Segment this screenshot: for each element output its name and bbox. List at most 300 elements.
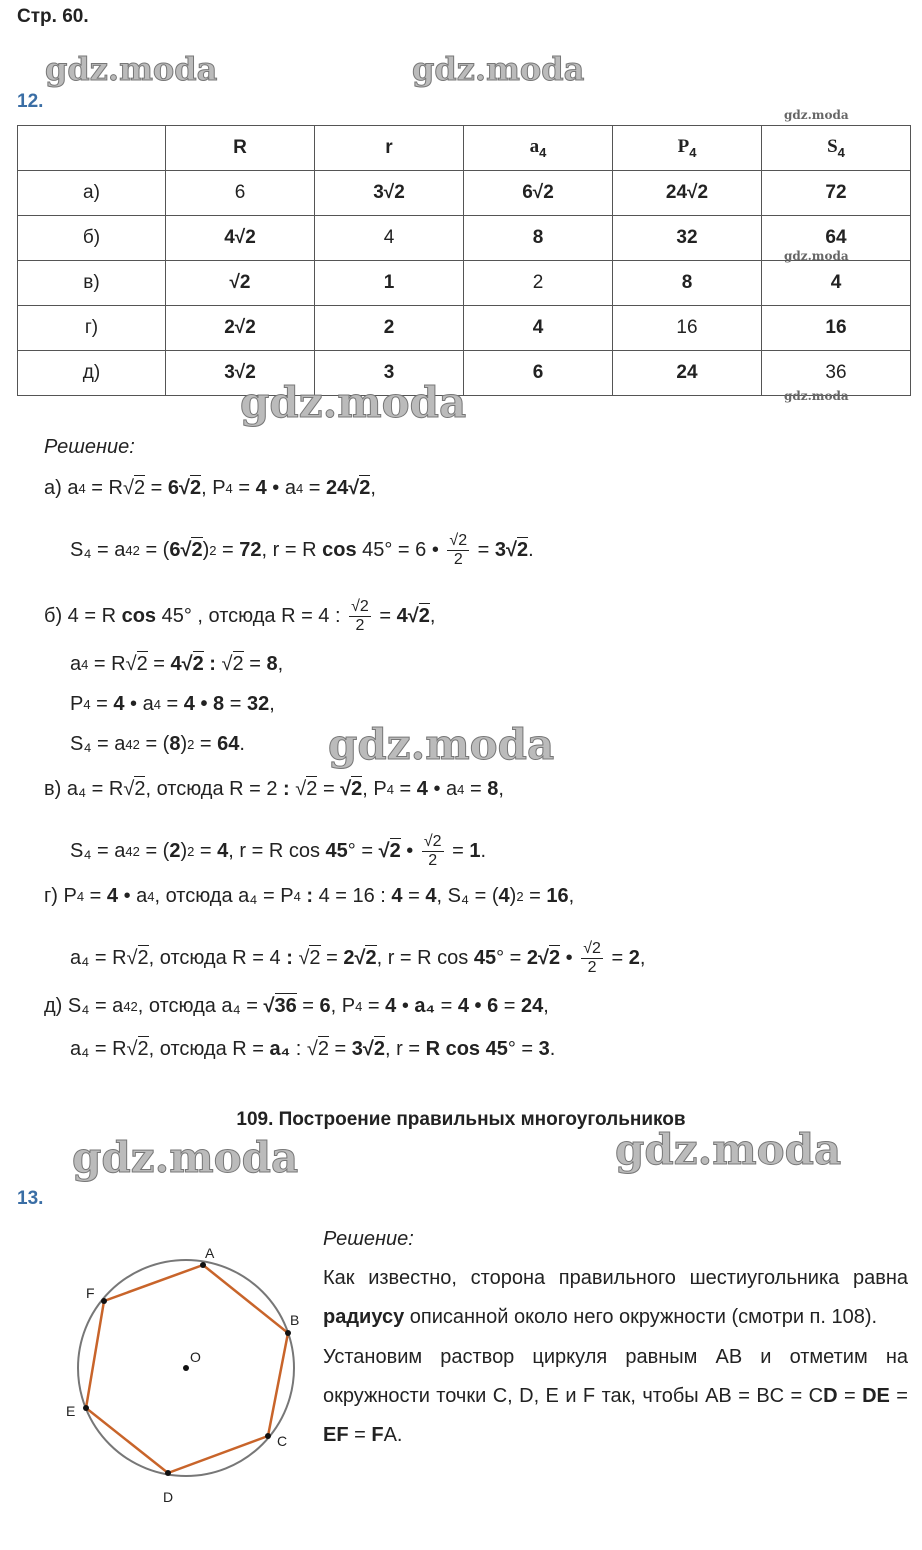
table-cell: 3 (315, 351, 464, 396)
text-segment: a₄ (269, 1038, 291, 1060)
text-segment: 4 (170, 653, 182, 675)
radical-sign: √ (263, 995, 275, 1017)
text-segment: = (243, 653, 267, 675)
section-title: 109. Построение правильных многоугольников (236, 1109, 686, 1130)
text-segment: в) a₄ = R (44, 778, 124, 800)
point-label-e: E (66, 1403, 76, 1419)
text-segment: . (239, 733, 245, 755)
text-segment: , (429, 605, 436, 627)
text-segment: , (543, 995, 549, 1017)
radical-sign: √ (306, 1038, 318, 1060)
text-segment: 8 (487, 778, 499, 800)
table-cell: 3√2 (315, 171, 464, 216)
table-cell: 4√2 (166, 216, 315, 261)
text-segment: = (328, 1038, 352, 1060)
text-segment: б) 4 = R (44, 605, 122, 627)
sqrt-expression (182, 653, 204, 676)
watermark: gdz.moda (784, 249, 849, 263)
text-segment: 4 (83, 697, 91, 712)
text-segment: 4 (255, 477, 267, 499)
text-segment: : (286, 947, 293, 969)
text-segment: , отсюда a₄ = (137, 995, 264, 1017)
radical-sign: √ (407, 605, 419, 627)
text-segment: ° = (507, 1038, 539, 1060)
numerator: √2 (449, 532, 468, 549)
text-segment: Установим раствор циркуля равным AB и отметим на окружности точки C, D, E и F так, чтобы AB = BC = C (323, 1345, 908, 1407)
table-cell: 72 (762, 171, 911, 216)
text-segment: cos (121, 605, 157, 627)
table-cell: 64 (762, 216, 911, 261)
text-segment: = (446, 840, 470, 862)
solution-line (70, 940, 645, 977)
text-segment: = (435, 995, 458, 1017)
text-segment: 3 (494, 539, 507, 561)
text-segment: Как известно, сторона правильного шестиугольника равна (323, 1267, 908, 1289)
point-d (165, 1470, 171, 1476)
table-row (18, 306, 911, 351)
text-segment: = (472, 539, 495, 561)
text-segment: 4 (217, 840, 229, 862)
text-segment: = (837, 1384, 863, 1407)
radical-sign: √ (178, 477, 190, 499)
radicand: 2 (373, 1038, 385, 1060)
solution-line (44, 885, 574, 908)
row-label: в) (18, 261, 166, 306)
text-segment: a₄ (414, 995, 436, 1017)
text-segment: 4 (123, 999, 131, 1014)
text-segment: , отсюда R = 4 (148, 947, 287, 969)
solution-line (44, 778, 504, 801)
text-segment: 4 (385, 995, 397, 1017)
radical-sign: √ (362, 1038, 374, 1060)
text-segment: 45 (325, 840, 348, 862)
text-segment: , отсюда R = (148, 1038, 270, 1060)
text-segment: = (194, 733, 218, 755)
header-symbol: P (677, 136, 690, 157)
text-segment: = (296, 995, 320, 1017)
text-segment: , r = R cos (376, 947, 474, 969)
radical-sign: √ (181, 653, 193, 675)
radicand: 2 (134, 778, 146, 800)
table-cell: 16 (613, 306, 762, 351)
radicand: 2 (351, 778, 363, 800)
text-segment: . (549, 1038, 556, 1060)
table-cell: 24√2 (613, 171, 762, 216)
text-segment: 1 (469, 840, 481, 862)
text-segment: = ( (139, 733, 170, 755)
text-segment: 64 (217, 733, 240, 755)
radical-sign: √ (295, 778, 307, 800)
text-segment: 4 • 8 (183, 693, 225, 715)
radical-sign: √ (538, 947, 549, 969)
text-segment: = (160, 693, 184, 715)
text-segment: 4 (125, 543, 133, 558)
text-segment: = (232, 477, 256, 499)
text-segment: • a (118, 885, 148, 907)
text-segment: = ( (139, 539, 170, 561)
header-symbol: S (827, 136, 838, 157)
denominator: 2 (355, 617, 365, 634)
sqrt-expression (123, 778, 145, 801)
text-segment: 4 (295, 481, 304, 496)
radicand: 2 (309, 947, 321, 969)
text-segment: 4 (125, 844, 133, 859)
text-segment: a₄ = R (70, 1038, 127, 1060)
text-segment: а) a (44, 477, 79, 499)
text-segment: 4 (125, 737, 133, 752)
radical-sign: √ (340, 778, 352, 800)
denominator: 2 (587, 959, 597, 976)
table-cell: 4 (464, 306, 613, 351)
text-segment: = (224, 693, 247, 715)
point-a (200, 1262, 206, 1268)
text-segment: : (283, 778, 290, 800)
text-segment: 24 (521, 995, 544, 1017)
table-cell: 24 (613, 351, 762, 396)
numerator: √2 (583, 940, 601, 957)
radical-sign: √ (122, 477, 134, 499)
watermark: gdz.moda (615, 1125, 842, 1174)
page-label: Стр. 60. (17, 6, 89, 27)
text-segment: 2 (169, 840, 181, 862)
table-cell: √2 (166, 261, 315, 306)
text-segment: 2 (628, 947, 640, 969)
text-segment: 2 (526, 947, 538, 969)
text-segment: 4 (391, 885, 403, 907)
denominator: 2 (428, 852, 438, 869)
text-segment: 45 (473, 947, 497, 969)
solution-label: Решение: (44, 436, 135, 458)
header-symbol: a (529, 136, 540, 157)
radical-sign: √ (180, 539, 192, 561)
solution-line (70, 733, 245, 756)
sqrt-expression (179, 477, 201, 500)
point-o (183, 1365, 189, 1371)
text-segment: , (370, 477, 376, 499)
text-segment: , (277, 653, 284, 675)
table-cell: 36 (762, 351, 911, 396)
text-segment: 4 (106, 885, 119, 907)
table-cell: 6√2 (464, 171, 613, 216)
text-segment: 2 (516, 889, 524, 904)
task-number: 12. (17, 91, 44, 112)
text-segment: = (605, 947, 629, 969)
text-segment: = (348, 1424, 372, 1447)
text-segment: S₄ = a (70, 539, 126, 561)
text-segment: = R (88, 653, 126, 675)
text-segment: : (300, 885, 319, 907)
text-segment: радиусу (323, 1306, 405, 1329)
sqrt-expression (123, 477, 145, 500)
radicand: 2 (136, 653, 148, 675)
radical-sign: √ (506, 539, 518, 561)
sqrt-expression (264, 995, 297, 1018)
text-segment: описанной около него окружности (смотри п. 108). (404, 1306, 878, 1329)
radicand: 2 (317, 1038, 329, 1060)
text-segment: 2 (209, 543, 217, 558)
radicand: 2 (137, 947, 149, 969)
table-cell: 8 (613, 261, 762, 306)
table-header-cell (18, 126, 166, 171)
radicand: 2 (365, 947, 377, 969)
solution-line (70, 1038, 555, 1061)
radical-sign: √ (126, 1038, 138, 1060)
text-segment: • (560, 947, 579, 969)
radical-sign: √ (221, 653, 233, 675)
text-segment: , P (330, 995, 356, 1017)
sqrt-expression (379, 840, 401, 863)
text-segment: ° = (347, 840, 379, 862)
text-segment: S₄ = a (70, 840, 126, 862)
radicand: 2 (189, 477, 202, 499)
solution-line (44, 477, 376, 500)
table-cell: 16 (762, 306, 911, 351)
text-segment: , P (201, 477, 226, 499)
sqrt-expression (363, 1038, 385, 1061)
text-segment: ) (509, 885, 517, 907)
sqrt-expression (127, 947, 149, 970)
text-segment: 4 (396, 605, 408, 627)
text-segment: 4 (76, 889, 85, 904)
text-segment: 4 (81, 657, 89, 672)
sqrt-expression (307, 1038, 329, 1061)
table-row (18, 261, 911, 306)
text-segment: F (371, 1424, 384, 1447)
text-segment: = (317, 778, 341, 800)
row-label: а) (18, 171, 166, 216)
fraction (422, 833, 444, 870)
text-segment: = (889, 1384, 908, 1407)
text-segment: = (145, 477, 168, 499)
text-segment: • (400, 840, 419, 862)
text-segment: ) (202, 539, 210, 561)
text-segment: 24 (325, 477, 349, 499)
table-header-cell (613, 126, 762, 171)
text-segment: • (396, 995, 415, 1017)
text-segment: г) P (44, 885, 77, 907)
table-cell: 6 (464, 351, 613, 396)
radicand: 2 (418, 605, 430, 627)
text-segment: 3 (538, 1038, 550, 1060)
text-segment: 4 • 6 (457, 995, 499, 1017)
text-segment: 4 (498, 885, 510, 907)
watermark: gdz.moda (240, 378, 467, 427)
text-segment: = (147, 653, 171, 675)
sqrt-expression (295, 778, 317, 801)
text-segment: 4 (355, 999, 363, 1014)
table-row (18, 216, 911, 261)
table-cell: 1 (315, 261, 464, 306)
text-segment: , r = R cos (228, 840, 326, 862)
radicand: 2 (192, 653, 204, 675)
text-segment: = (402, 885, 426, 907)
table-row (18, 171, 911, 216)
row-label: д) (18, 351, 166, 396)
table-cell: 2 (464, 261, 613, 306)
text-segment: 72 (239, 539, 262, 561)
text-segment: = (320, 947, 344, 969)
radical-sign: √ (378, 840, 390, 862)
text-segment: • a (266, 477, 296, 499)
sqrt-expression (408, 605, 430, 628)
text-segment: = (523, 885, 547, 907)
table-cell: 3√2 (166, 351, 315, 396)
text-segment: 4 (457, 782, 465, 797)
table-cell: 2 (315, 306, 464, 351)
point-label-o: O (190, 1349, 201, 1365)
task-number: 13. (17, 1188, 44, 1209)
text-segment: ) (180, 733, 188, 755)
text-segment: : (290, 1038, 307, 1060)
text-segment: , r = (385, 1038, 426, 1060)
text-segment: , (269, 693, 275, 715)
text-segment: , отсюда a₄ = P (154, 885, 294, 907)
solution-label: Решение: (323, 1228, 414, 1250)
radicand: 36 (274, 995, 297, 1017)
text-segment: 2 (130, 999, 138, 1014)
point-label-f: F (86, 1285, 95, 1301)
text-segment: ) (180, 840, 188, 862)
radicand: 2 (548, 947, 561, 969)
solution-line (44, 995, 549, 1018)
radicand: 2 (232, 653, 244, 675)
table-cell: 6 (166, 171, 315, 216)
text-segment: 4 (425, 885, 437, 907)
sqrt-expression (538, 947, 560, 970)
text-segment: = (303, 477, 326, 499)
sqrt-expression (354, 947, 376, 970)
sqrt-expression (127, 1038, 149, 1061)
text-segment: 2 (132, 844, 140, 859)
text-segment: 6 (169, 539, 181, 561)
text-segment: 2 (132, 737, 140, 752)
text-segment: . (480, 840, 486, 862)
hexagon-diagram (0, 1230, 320, 1530)
numerator: √2 (351, 598, 369, 615)
numerator: √2 (423, 833, 442, 850)
radical-sign: √ (126, 947, 138, 969)
text-segment: 2 (132, 543, 140, 558)
text-segment: = (498, 995, 522, 1017)
text-segment: = R (85, 477, 123, 499)
text-segment: R cos (425, 1038, 481, 1060)
radicand: 2 (306, 778, 318, 800)
fraction (349, 598, 371, 635)
watermark: gdz.moda (784, 389, 849, 403)
point-label-d: D (163, 1489, 174, 1505)
fraction (581, 940, 603, 977)
text-segment: EF (323, 1424, 349, 1447)
text-segment: 4 (386, 782, 394, 797)
text-segment: . (528, 539, 534, 561)
table-cell: 4 (762, 261, 911, 306)
radical-sign: √ (298, 947, 310, 969)
sqrt-expression (298, 947, 320, 970)
text-segment: = (84, 885, 107, 907)
text-segment: , (498, 778, 504, 800)
solution-line (70, 653, 283, 676)
sqrt-expression (348, 477, 370, 500)
text-segment: = (362, 995, 386, 1017)
text-segment: , r = R (261, 539, 323, 561)
text-segment: 32 (246, 693, 270, 715)
radicand: 2 (133, 477, 146, 499)
watermark: gdz.moda (45, 50, 218, 88)
point-b (285, 1330, 291, 1336)
table-header-cell: R (166, 126, 315, 171)
text-segment: = (464, 778, 488, 800)
text-segment: 16 (546, 885, 569, 907)
table-cell: 32 (613, 216, 762, 261)
text-segment: 45° = 6 • (356, 539, 445, 561)
text-segment: 4 (225, 481, 233, 496)
sqrt-expression (180, 539, 202, 562)
text-segment: P (70, 693, 84, 715)
text-segment: 4 = 16 : (318, 885, 392, 907)
solution-line (70, 532, 534, 569)
text-segment: 6 (167, 477, 179, 499)
text-segment: cos (322, 539, 357, 561)
text-segment: , S₄ = ( (436, 885, 499, 907)
text-segment: a₄ = R (70, 947, 127, 969)
text-segment: 2 (187, 844, 195, 859)
point-label-b: B (290, 1312, 300, 1328)
solution-line (44, 598, 435, 635)
table-header-row (18, 126, 911, 171)
header-subscript: 4 (539, 145, 547, 160)
text-segment: • a (427, 778, 458, 800)
text-segment: 2 (187, 737, 195, 752)
point-label-a: A (205, 1245, 215, 1261)
table-header-cell (464, 126, 613, 171)
point-f (101, 1298, 107, 1304)
text-segment: = (216, 539, 240, 561)
text-segment: 2 (343, 947, 355, 969)
radicand: 2 (359, 477, 371, 499)
sqrt-expression (126, 653, 148, 676)
solution-text (323, 1259, 908, 1455)
text-segment: 4 (113, 693, 125, 715)
text-segment: : (203, 653, 222, 675)
radicand: 2 (191, 539, 203, 561)
point-label-c: C (277, 1433, 288, 1449)
text-segment: 8 (266, 653, 278, 675)
sqrt-expression (340, 778, 362, 801)
text-segment: д) S₄ = a (44, 995, 124, 1017)
point-e (83, 1405, 89, 1411)
header-subscript: 4 (837, 145, 845, 160)
watermark: gdz.moda (784, 108, 849, 122)
text-segment: 4 (153, 697, 161, 712)
solution-line (70, 833, 486, 870)
text-segment: = (194, 840, 218, 862)
watermark: gdz.moda (328, 720, 555, 769)
text-segment: a (70, 653, 82, 675)
text-segment: ° = (496, 947, 527, 969)
point-c (265, 1433, 271, 1439)
row-label: б) (18, 216, 166, 261)
header-subscript: 4 (689, 145, 697, 160)
table-header-cell (762, 126, 911, 171)
text-segment: , отсюда R = 2 (145, 778, 284, 800)
radicand: 2 (517, 539, 529, 561)
text-segment: 4 (147, 889, 155, 904)
text-segment: 6 (319, 995, 331, 1017)
text-segment: 3 (351, 1038, 363, 1060)
text-segment: , (639, 947, 646, 969)
text-segment: = (393, 778, 417, 800)
text-segment: = (90, 693, 114, 715)
